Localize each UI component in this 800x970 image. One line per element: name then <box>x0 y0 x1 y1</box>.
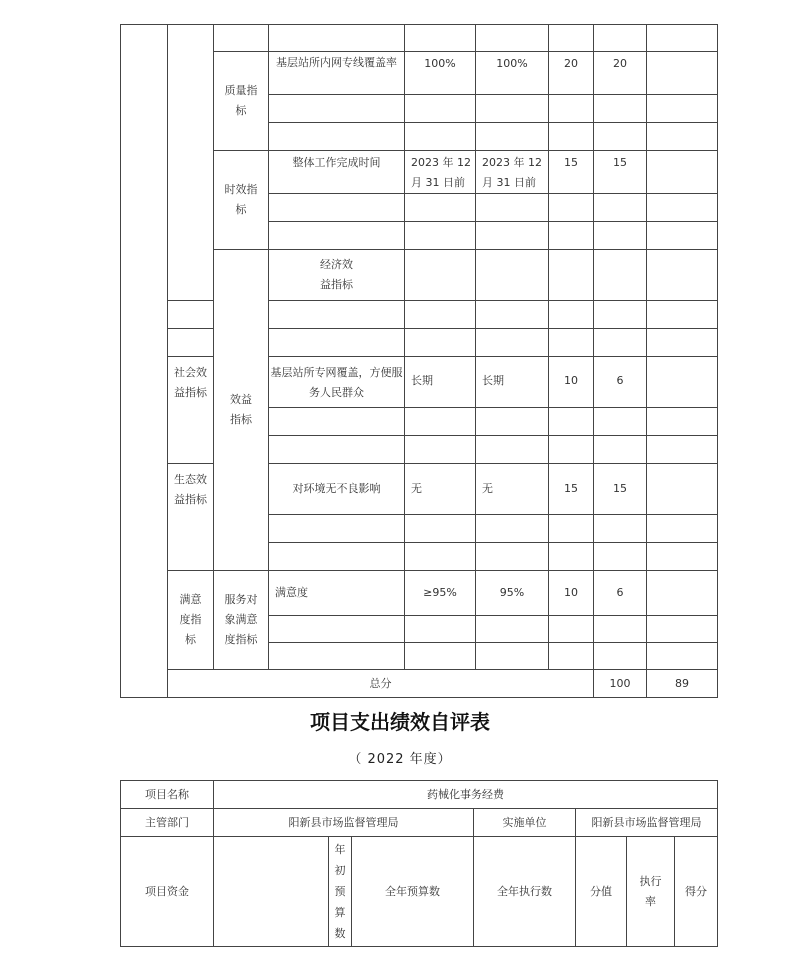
quality-weight: 20 <box>549 52 594 95</box>
total-score: 89 <box>647 670 718 698</box>
social-actual: 长期 <box>476 357 549 408</box>
satisfaction-actual: 95% <box>476 571 549 616</box>
ecological-indicator-label: 生态效益指标 <box>168 464 214 571</box>
project-name-label: 项目名称 <box>121 781 214 809</box>
quality-score: 20 <box>594 52 647 95</box>
timeliness-indicator-name: 整体工作完成时间 <box>269 151 405 194</box>
year-subtitle: （ 2022 年度） <box>348 752 452 767</box>
timeliness-target: 2023 年 12 月 31 日前 <box>405 151 476 194</box>
satisfaction-score: 6 <box>594 571 647 616</box>
timeliness-actual: 2023 年 12 月 31 日前 <box>476 151 549 194</box>
satisfaction-indicator-name: 满意度 <box>269 571 405 616</box>
score-header: 得分 <box>675 837 718 947</box>
initial-budget-header: 年初预算数 <box>329 837 352 947</box>
annual-budget-header: 全年预算数 <box>352 837 474 947</box>
social-score: 6 <box>594 357 647 408</box>
quality-indicator-label: 质量指标 <box>214 52 269 151</box>
implementer-label: 实施单位 <box>474 809 576 837</box>
page-title: 项目支出绩效自评表 <box>310 710 490 734</box>
quality-actual: 100% <box>476 52 549 95</box>
department-value: 阳新县市场监督管理局 <box>214 809 474 837</box>
second-level-output-cell <box>168 25 214 301</box>
social-indicator-name: 基层站所专网覆盖，方便服务人民群众 <box>269 357 405 408</box>
ecological-target: 无 <box>405 464 476 515</box>
timeliness-weight: 15 <box>549 151 594 194</box>
total-label: 总分 <box>168 670 594 698</box>
satisfaction-indicator-label: 服务对象满意度指标 <box>214 571 269 670</box>
quality-indicator-name: 基层站所内网专线覆盖率 <box>269 52 405 95</box>
ecological-indicator-name: 对环境无不良影响 <box>269 464 405 515</box>
ecological-score: 15 <box>594 464 647 515</box>
project-self-evaluation-table <box>120 780 718 947</box>
first-level-indicator-cell <box>121 25 168 698</box>
satisfaction-target: ≥95% <box>405 571 476 616</box>
performance-indicator-table <box>120 24 718 698</box>
benefit-indicator-label: 效益指标 <box>214 250 269 571</box>
quality-target: 100% <box>405 52 476 95</box>
social-target: 长期 <box>405 357 476 408</box>
satisfaction-weight: 10 <box>549 571 594 616</box>
score-value-header: 分值 <box>576 837 627 947</box>
social-weight: 10 <box>549 357 594 408</box>
total-weight: 100 <box>594 670 647 698</box>
project-funds-label: 项目资金 <box>121 837 214 947</box>
timeliness-indicator-label: 时效指标 <box>214 151 269 250</box>
ecological-weight: 15 <box>549 464 594 515</box>
satisfaction-group-label: 满意度指标 <box>168 571 214 670</box>
ecological-actual: 无 <box>476 464 549 515</box>
economic-indicator-label: 经济效益指标 <box>269 250 405 301</box>
timeliness-score: 15 <box>594 151 647 194</box>
execution-rate-header: 执行率 <box>627 837 675 947</box>
social-indicator-label: 社会效益指标 <box>168 357 214 464</box>
project-name-value: 药械化事务经费 <box>214 781 718 809</box>
implementer-value: 阳新县市场监督管理局 <box>576 809 718 837</box>
annual-execution-header: 全年执行数 <box>474 837 576 947</box>
department-label: 主管部门 <box>121 809 214 837</box>
